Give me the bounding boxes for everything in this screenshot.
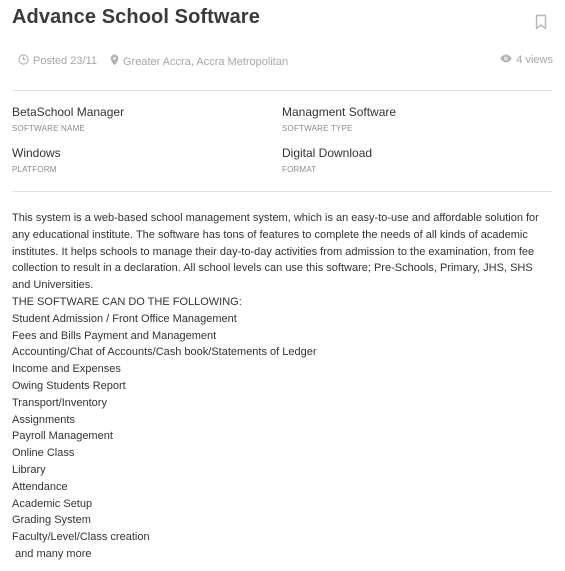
attribute-value: BetaSchool Manager (12, 105, 125, 119)
map-pin-icon (110, 54, 123, 69)
list-item: Attendance (12, 480, 68, 493)
eye-icon (500, 54, 516, 66)
attribute-platform (12, 146, 61, 174)
list-item: Fees and Bills Payment and Management (12, 329, 217, 342)
divider (12, 191, 552, 192)
list-item: Payroll Management (12, 430, 113, 443)
attribute-software-type (282, 105, 396, 133)
description-intro: This system is a web-based school management system, which is an easy-to-use and affordable solution for any educational institute. The software has tons of features to complete the needs of all kinds of academic institutes. It helps schools to manage their day-to-day activities from admission to the examination, from fee collection to result in a declaration. All school levels can use this software; Pre-Schools, Primary, JHS, SHS and Universities. (12, 212, 539, 292)
listing-meta (18, 54, 553, 68)
features-heading: THE SOFTWARE CAN DO THE FOLLOWING: (12, 295, 242, 308)
list-item: Transport/Inventory (12, 396, 107, 409)
list-item: Library (12, 463, 46, 476)
list-item: Income and Expenses (12, 363, 121, 376)
attribute-format (282, 146, 372, 174)
feature-list (12, 311, 552, 563)
posted-text: Posted 23/11 (33, 55, 98, 67)
list-item: Online Class (12, 447, 75, 460)
attribute-value: Managment Software (282, 105, 397, 119)
posted-date (18, 54, 97, 68)
list-item: Faculty/Level/Class creation (12, 531, 150, 544)
attribute-label: SOFTWARE NAME (12, 124, 85, 133)
bookmark-icon[interactable] (535, 14, 547, 30)
attribute-label: PLATFORM (12, 165, 57, 174)
listing-title: Advance School Software (12, 6, 260, 28)
views-text: 4 views (516, 54, 553, 66)
location[interactable] (110, 54, 288, 69)
attribute-label: SOFTWARE TYPE (282, 124, 353, 133)
listing-description (12, 210, 552, 563)
location-text: Greater Accra, Accra Metropolitan (123, 55, 289, 68)
attribute-software-name (12, 105, 124, 133)
list-item: Assignments (12, 413, 75, 426)
view-count (500, 54, 553, 66)
list-item: Accounting/Chat of Accounts/Cash book/Statements of Ledger (12, 346, 317, 359)
list-item: Academic Setup (12, 497, 93, 510)
list-item: Grading System (12, 514, 91, 527)
list-item: and many more (12, 547, 92, 560)
list-item: Owing Students Report (12, 379, 126, 392)
list-item: Student Admission / Front Office Management (12, 312, 237, 325)
clock-icon (18, 54, 33, 68)
divider (12, 90, 552, 91)
attribute-value: Digital Download (282, 146, 373, 160)
attribute-value: Windows (12, 146, 61, 160)
attribute-label: FORMAT (282, 165, 317, 174)
